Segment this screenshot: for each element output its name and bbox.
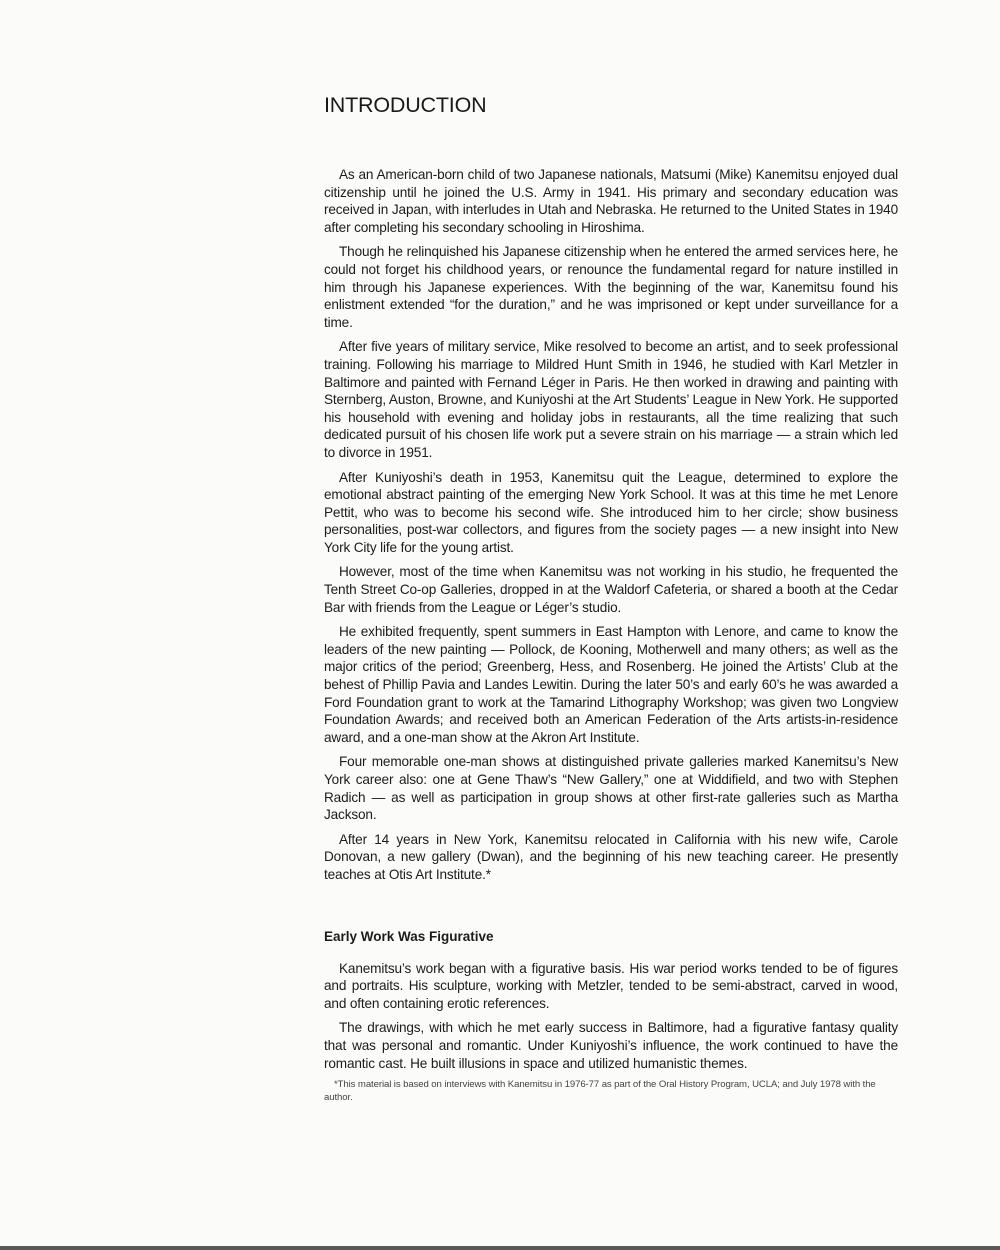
footnote: *This material is based on interviews with Kanemitsu in 1976-77 as part of the Oral History Program, UCLA; and July 1978 with the author.: [324, 1079, 876, 1103]
body-paragraph: As an American-born child of two Japanese nationals, Matsumi (Mike) Kanemitsu enjoyed dual citizenship until he joined the U.S. Army in 1941. His primary and secondary education was received in Japan, with interludes in Utah and Nebraska. He returned to the United States in 1940 after completing his secondary schooling in Hiroshima.: [324, 167, 898, 235]
page-title: INTRODUCTION: [324, 93, 487, 117]
body-paragraph: Though he relinquished his Japanese citizenship when he entered the armed services here, he could not forget his childhood years, or renounce the fundamental regard for nature instilled in him through his Japanese experiences. With the beginning of the war, Kanemitsu found his enlistment extended “for the duration,” and he was imprisoned or kept under surveillance for a time.: [324, 244, 898, 330]
body-paragraph: The drawings, with which he met early success in Baltimore, had a figurative fantasy quality that was personal and romantic. Under Kuniyoshi’s influence, the work continued to have the romantic cast. He built illusions in space and utilized humanistic themes.: [324, 1020, 898, 1071]
body-paragraph: However, most of the time when Kanemitsu was not working in his studio, he frequented the Tenth Street Co-op Galleries, dropped in at the Waldorf Cafeteria, or shared a booth at the Cedar Bar with friends from the League or Léger’s studio.: [324, 564, 898, 615]
body-paragraph: Kanemitsu’s work began with a figurative basis. His war period works tended to be of figures and portraits. His sculpture, working with Metzler, tended to be semi-abstract, carved in wood, and often containing erotic references.: [324, 960, 898, 1011]
introduction-body: [324, 166, 898, 884]
body-paragraph: After Kuniyoshi’s death in 1953, Kanemitsu quit the League, determined to explore the emotional abstract painting of the emerging New York School. It was at this time he met Lenore Pettit, who was to become his second wife. She introduced him to her circle; show business personalities, post-war collectors, and figures from the society pages — a new insight into New York City life for the young artist.: [324, 469, 898, 555]
page-content: [324, 92, 898, 1104]
section-body: [324, 960, 898, 1073]
body-paragraph: After five years of military service, Mike resolved to become an artist, and to seek professional training. Following his marriage to Mildred Hunt Smith in 1946, he studied with Karl Metzler in Baltimore and painted with Fernand Léger in Paris. He then worked in drawing and painting with Sternberg, Auston, Browne, and Kuniyoshi at the Art Students’ League in New York. He supported his household with evening and holiday jobs in restaurants, all the time realizing that such dedicated pursuit of his chosen life work put a severe strain on his marriage — a strain which led to divorce in 1951.: [324, 339, 898, 460]
section-heading: Early Work Was Figurative: [324, 928, 494, 944]
body-paragraph: After 14 years in New York, Kanemitsu relocated in California with his new wife, Carole Donovan, a new gallery (Dwan), and the beginning of his new teaching career. He presently teaches at Otis Art Institute.*: [324, 831, 898, 882]
body-paragraph: Four memorable one-man shows at distinguished private galleries marked Kanemitsu’s New York career also: one at Gene Thaw’s “New Gallery,” one at Widdifield, and two with Stephen Radich — as well as participation in group shows at other first-rate galleries such as Martha Jackson.: [324, 754, 898, 823]
page-bottom-edge: [0, 1246, 1000, 1250]
body-paragraph: He exhibited frequently, spent summers in East Hampton with Lenore, and came to know the leaders of the new painting — Pollock, de Kooning, Motherwell and many others; as well as the major critics of the period; Greenberg, Hess, and Rosenberg. He joined the Artists’ Club at the behest of Phillip Pavia and Landes Lewitin. During the later 50’s and early 60’s he was awarded a Ford Foundation grant to work at the Tamarind Lithography Workshop; was given two Longview Foundation Awards; and received both an American Federation of the Arts artists-in-residence award, and a one-man show at the Akron Art Institute.: [324, 624, 898, 745]
